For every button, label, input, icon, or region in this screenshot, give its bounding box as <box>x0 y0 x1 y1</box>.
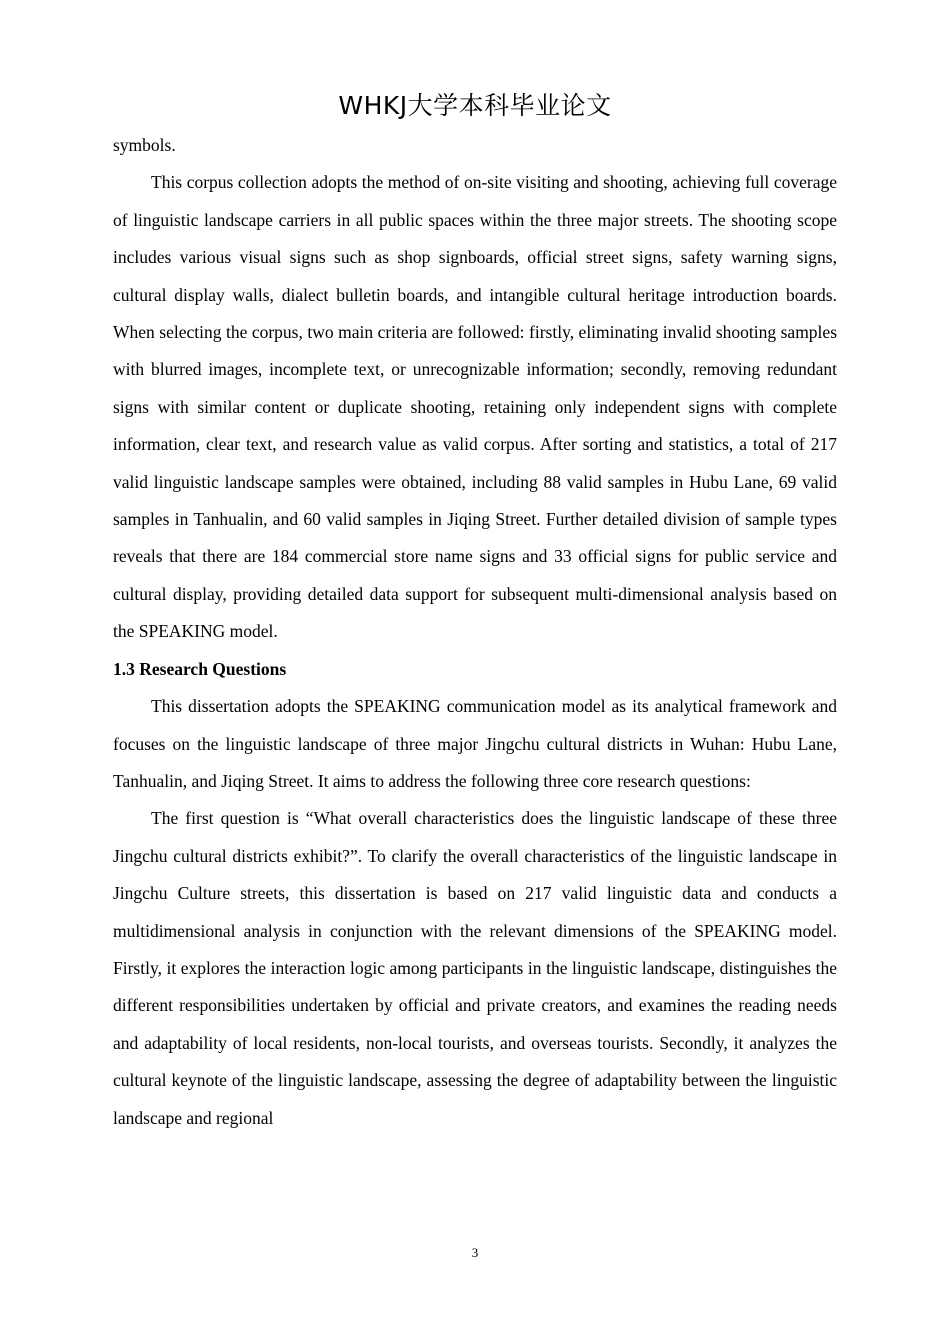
page-header-title: WHKJ大学本科毕业论文 <box>338 91 612 120</box>
page-number: 3 <box>471 1245 479 1260</box>
section-heading: 1.3 Research Questions <box>113 658 287 679</box>
paragraph-research-framework: This dissertation adopts the SPEAKING communication model as its analytical framework and focuses on the linguistic landscape of three major Jingchu cultural districts in Wuhan: Hubu Lane, Tanhualin, and Jiqing Street. It aims to address the following three core research questions: <box>113 696 837 791</box>
paragraph-corpus-collection: This corpus collection adopts the method of on-site visiting and shooting, achieving full coverage of linguistic landscape carriers in all public spaces within the three major streets. The shooting scope includes various visual signs such as shop signboards, official street signs, safety warning signs, cultural display walls, dialect bulletin boards, and intangible cultural heritage introduction boards. When selecting the corpus, two main criteria are followed: firstly, eliminating invalid shooting samples with blurred images, incomplete text, or unrecognizable information; secondly, removing redundant signs with similar content or duplicate shooting, retaining only independent signs with complete information, clear text, and research value as valid corpus. After sorting and statistics, a total of 217 valid linguistic landscape samples were obtained, including 88 valid samples in Hubu Lane, 69 valid samples in Tanhualin, and 60 valid samples in Jiqing Street. Further detailed division of sample types reveals that there are 184 commercial store name signs and 33 official signs for public service and cultural display, providing detailed data support for subsequent multi-dimensional analysis based on the SPEAKING model. <box>113 172 837 642</box>
continued-text: symbols. <box>113 135 176 155</box>
document-body <box>113 127 837 1137</box>
paragraph-first-question: The first question is “What overall characteristics does the linguistic landscape of these three Jingchu cultural districts exhibit?”. To clarify the overall characteristics of the linguistic landscape in Jingchu Culture streets, this dissertation is based on 217 valid linguistic data and conducts a multidimensional analysis in conjunction with the relevant dimensions of the SPEAKING model. Firstly, it explores the interaction logic among participants in the linguistic landscape, distinguishes the different responsibilities undertaken by official and private creators, and examines the reading needs and adaptability of local residents, non-local tourists, and overseas tourists. Secondly, it analyzes the cultural keynote of the linguistic landscape, assessing the degree of adaptability between the linguistic landscape and regional <box>113 808 837 1128</box>
